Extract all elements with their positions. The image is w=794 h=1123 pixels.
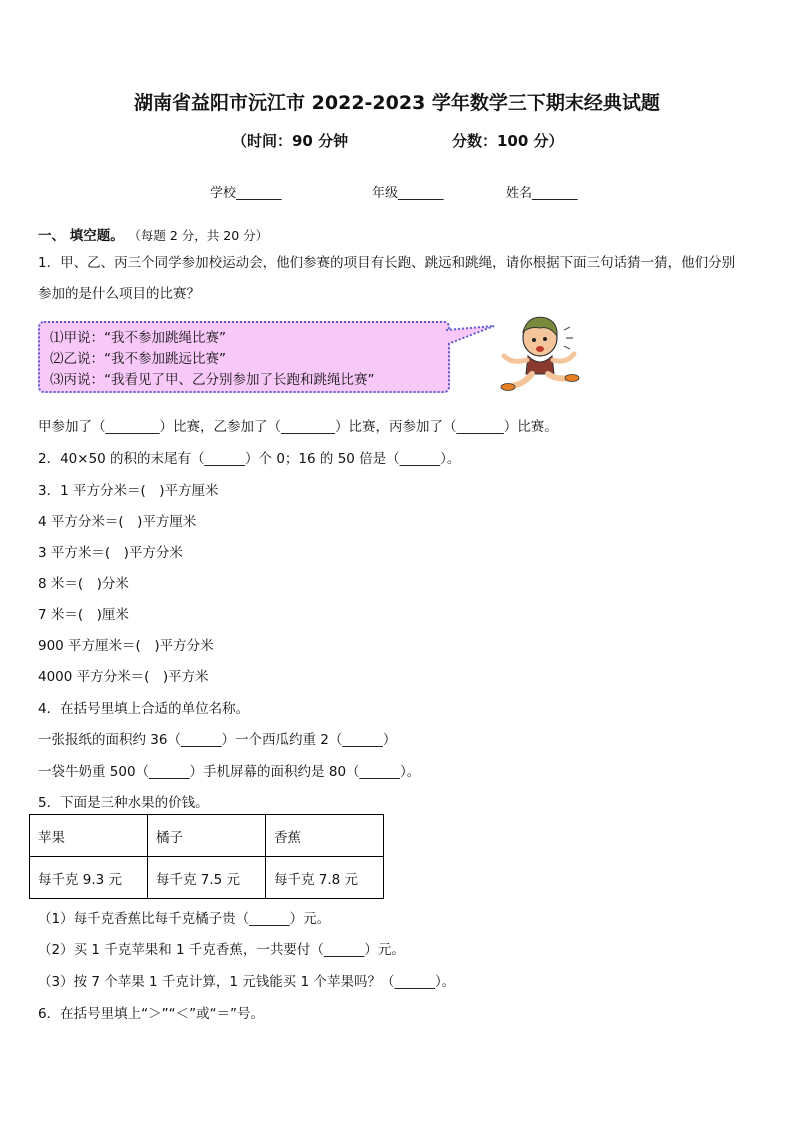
school-field: 学校_______	[210, 186, 282, 201]
q3-item: 4000 平方分米＝( )平方米	[38, 669, 209, 685]
section-heading	[38, 224, 268, 244]
table-header-banana: 香蕉	[266, 815, 384, 857]
exam-score: 分数：100 分）	[452, 132, 564, 150]
running-boy-icon	[494, 308, 586, 394]
fruit-price-table	[29, 814, 384, 899]
q3-item: 900 平方厘米＝( )平方分米	[38, 638, 214, 654]
q1-answer: 甲参加了（________）比赛，乙参加了（________）比赛，丙参加了（_______）比赛。	[38, 419, 558, 435]
q2: 2．40×50 的积的末尾有（______）个 0；16 的 50 倍是（______）。	[38, 451, 461, 467]
q1-line2: 参加的是什么项目的比赛？	[38, 286, 200, 302]
page-title: 湖南省益阳市沅江市 2022-2023 学年数学三下期末经典试题	[134, 92, 660, 114]
q5-sub: （1）每千克香蕉比每千克橘子贵（______）元。	[38, 911, 331, 927]
table-cell-apple-price: 每千克 9.3 元	[30, 857, 148, 899]
bubble-line: ⑶丙说：“我看见了甲、乙分别参加了长跑和跳绳比赛”	[50, 372, 375, 388]
exam-time: （时间：90 分钟	[232, 132, 349, 150]
table-header-apple: 苹果	[30, 815, 148, 857]
section-note: （每题 2 分，共 20 分）	[128, 228, 269, 243]
q3-item: 3．1 平方分米＝( )平方厘米	[38, 483, 219, 499]
name-field: 姓名_______	[506, 186, 578, 201]
q5-sub: （3）按 7 个苹果 1 千克计算，1 元钱能买 1 个苹果吗？（______）。	[38, 974, 456, 990]
q4-line: 一张报纸的面积约 36（______）一个西瓜约重 2（______）	[38, 732, 397, 748]
q5-sub: （2）买 1 千克苹果和 1 千克香蕉，一共要付（______）元。	[38, 942, 405, 958]
q6: 6．在括号里填上“＞”“＜”或“＝”号。	[38, 1006, 265, 1022]
q3-item: 3 平方米＝( )平方分米	[38, 545, 183, 561]
q4-stem: 4．在括号里填上合适的单位名称。	[38, 701, 250, 717]
table-cell-banana-price: 每千克 7.8 元	[266, 857, 384, 899]
table-header-orange: 橘子	[148, 815, 266, 857]
q1-line1: 1．甲、乙、丙三个同学参加校运动会，他们参赛的项目有长跑、跳远和跳绳，请你根据下面三句话猜一猜，他们分别	[38, 255, 736, 271]
q3-item: 4 平方分米＝( )平方厘米	[38, 514, 197, 530]
bubble-line: ⑵乙说：“我不参加跳远比赛”	[50, 351, 226, 367]
q3-item: 8 米＝( )分米	[38, 576, 129, 592]
speech-bubble	[38, 321, 450, 393]
q5-stem: 5．下面是三种水果的价钱。	[38, 795, 209, 811]
table-row	[30, 815, 384, 857]
table-row	[30, 857, 384, 899]
bubble-line: ⑴甲说：“我不参加跳绳比赛”	[50, 330, 226, 346]
grade-field: 年级_______	[372, 186, 444, 201]
table-cell-orange-price: 每千克 7.5 元	[148, 857, 266, 899]
section-title: 一、 填空题。	[38, 228, 124, 244]
bubble-tail	[440, 318, 500, 348]
q4-line: 一袋牛奶重 500（______）手机屏幕的面积约是 80（______）。	[38, 764, 421, 780]
q3-item: 7 米＝( )厘米	[38, 607, 129, 623]
